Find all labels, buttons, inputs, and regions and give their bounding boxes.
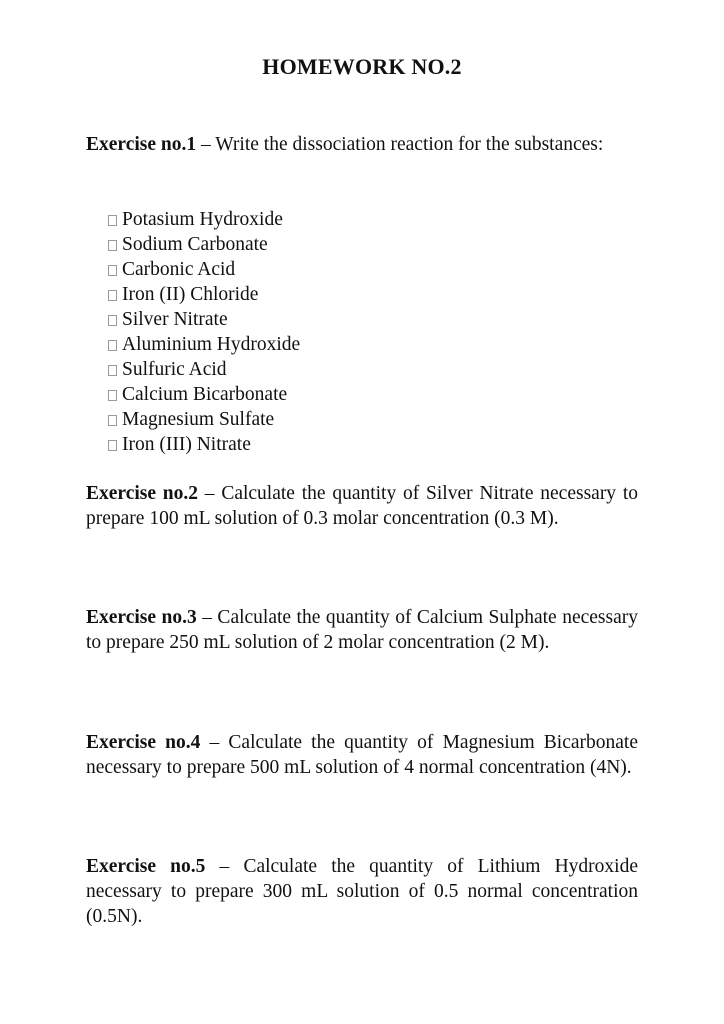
list-item — [108, 232, 300, 257]
substance-name: Silver Nitrate — [122, 309, 228, 330]
substance-name: Aluminium Hydroxide — [122, 334, 301, 355]
substance-name: Potasium Hydroxide — [122, 209, 283, 230]
substance-name: Sodium Carbonate — [122, 234, 268, 255]
exercise-4-text: – Calculate the quantity of Magnesium Bicarbonate necessary to prepare 500 mL solution of 4 normal concentration (4N). — [86, 732, 638, 778]
list-item — [108, 407, 300, 432]
exercise-2-label: Exercise no.2 — [86, 483, 199, 504]
list-item — [108, 332, 300, 357]
substance-name: Carbonic Acid — [122, 259, 236, 280]
bullet-box-icon — [108, 290, 117, 301]
list-item — [108, 257, 300, 282]
exercise-5-label: Exercise no.5 — [86, 856, 206, 877]
list-item — [108, 382, 300, 407]
bullet-box-icon — [108, 365, 117, 376]
substance-name: Iron (III) Nitrate — [122, 434, 251, 455]
exercise-3-label: Exercise no.3 — [86, 607, 197, 628]
exercise-2 — [86, 481, 638, 531]
exercise-3 — [86, 605, 638, 655]
bullet-box-icon — [108, 390, 117, 401]
page-title: HOMEWORK NO.2 — [262, 54, 462, 79]
substance-name: Iron (II) Chloride — [122, 284, 259, 305]
exercise-4-label: Exercise no.4 — [86, 732, 201, 753]
bullet-box-icon — [108, 415, 117, 426]
bullet-box-icon — [108, 315, 117, 326]
exercise-3-text: – Calculate the quantity of Calcium Sulphate necessary to prepare 250 mL solution of 2 molar concentration (2 M). — [86, 607, 638, 653]
list-item — [108, 207, 300, 232]
exercise-1 — [86, 132, 638, 157]
exercise-5-text: – Calculate the quantity of Lithium Hydroxide necessary to prepare 300 mL solution of 0.5 normal concentration (0.5N). — [86, 856, 638, 927]
exercise-1-label: Exercise no.1 — [86, 134, 197, 155]
bullet-box-icon — [108, 265, 117, 276]
exercise-4 — [86, 730, 638, 780]
bullet-box-icon — [108, 215, 117, 226]
bullet-box-icon — [108, 440, 117, 451]
substance-name: Sulfuric Acid — [122, 359, 227, 380]
list-item — [108, 307, 300, 332]
substance-list — [108, 207, 300, 457]
substance-name: Calcium Bicarbonate — [122, 384, 288, 405]
exercise-2-text: – Calculate the quantity of Silver Nitrate necessary to prepare 100 mL solution of 0.3 molar concentration (0.3 M). — [86, 483, 638, 529]
list-item — [108, 432, 300, 457]
bullet-box-icon — [108, 240, 117, 251]
substance-name: Magnesium Sulfate — [122, 409, 275, 430]
exercise-5 — [86, 854, 638, 929]
exercise-1-text: – Write the dissociation reaction for the substances: — [196, 134, 604, 155]
list-item — [108, 282, 300, 307]
list-item — [108, 357, 300, 382]
bullet-box-icon — [108, 340, 117, 351]
